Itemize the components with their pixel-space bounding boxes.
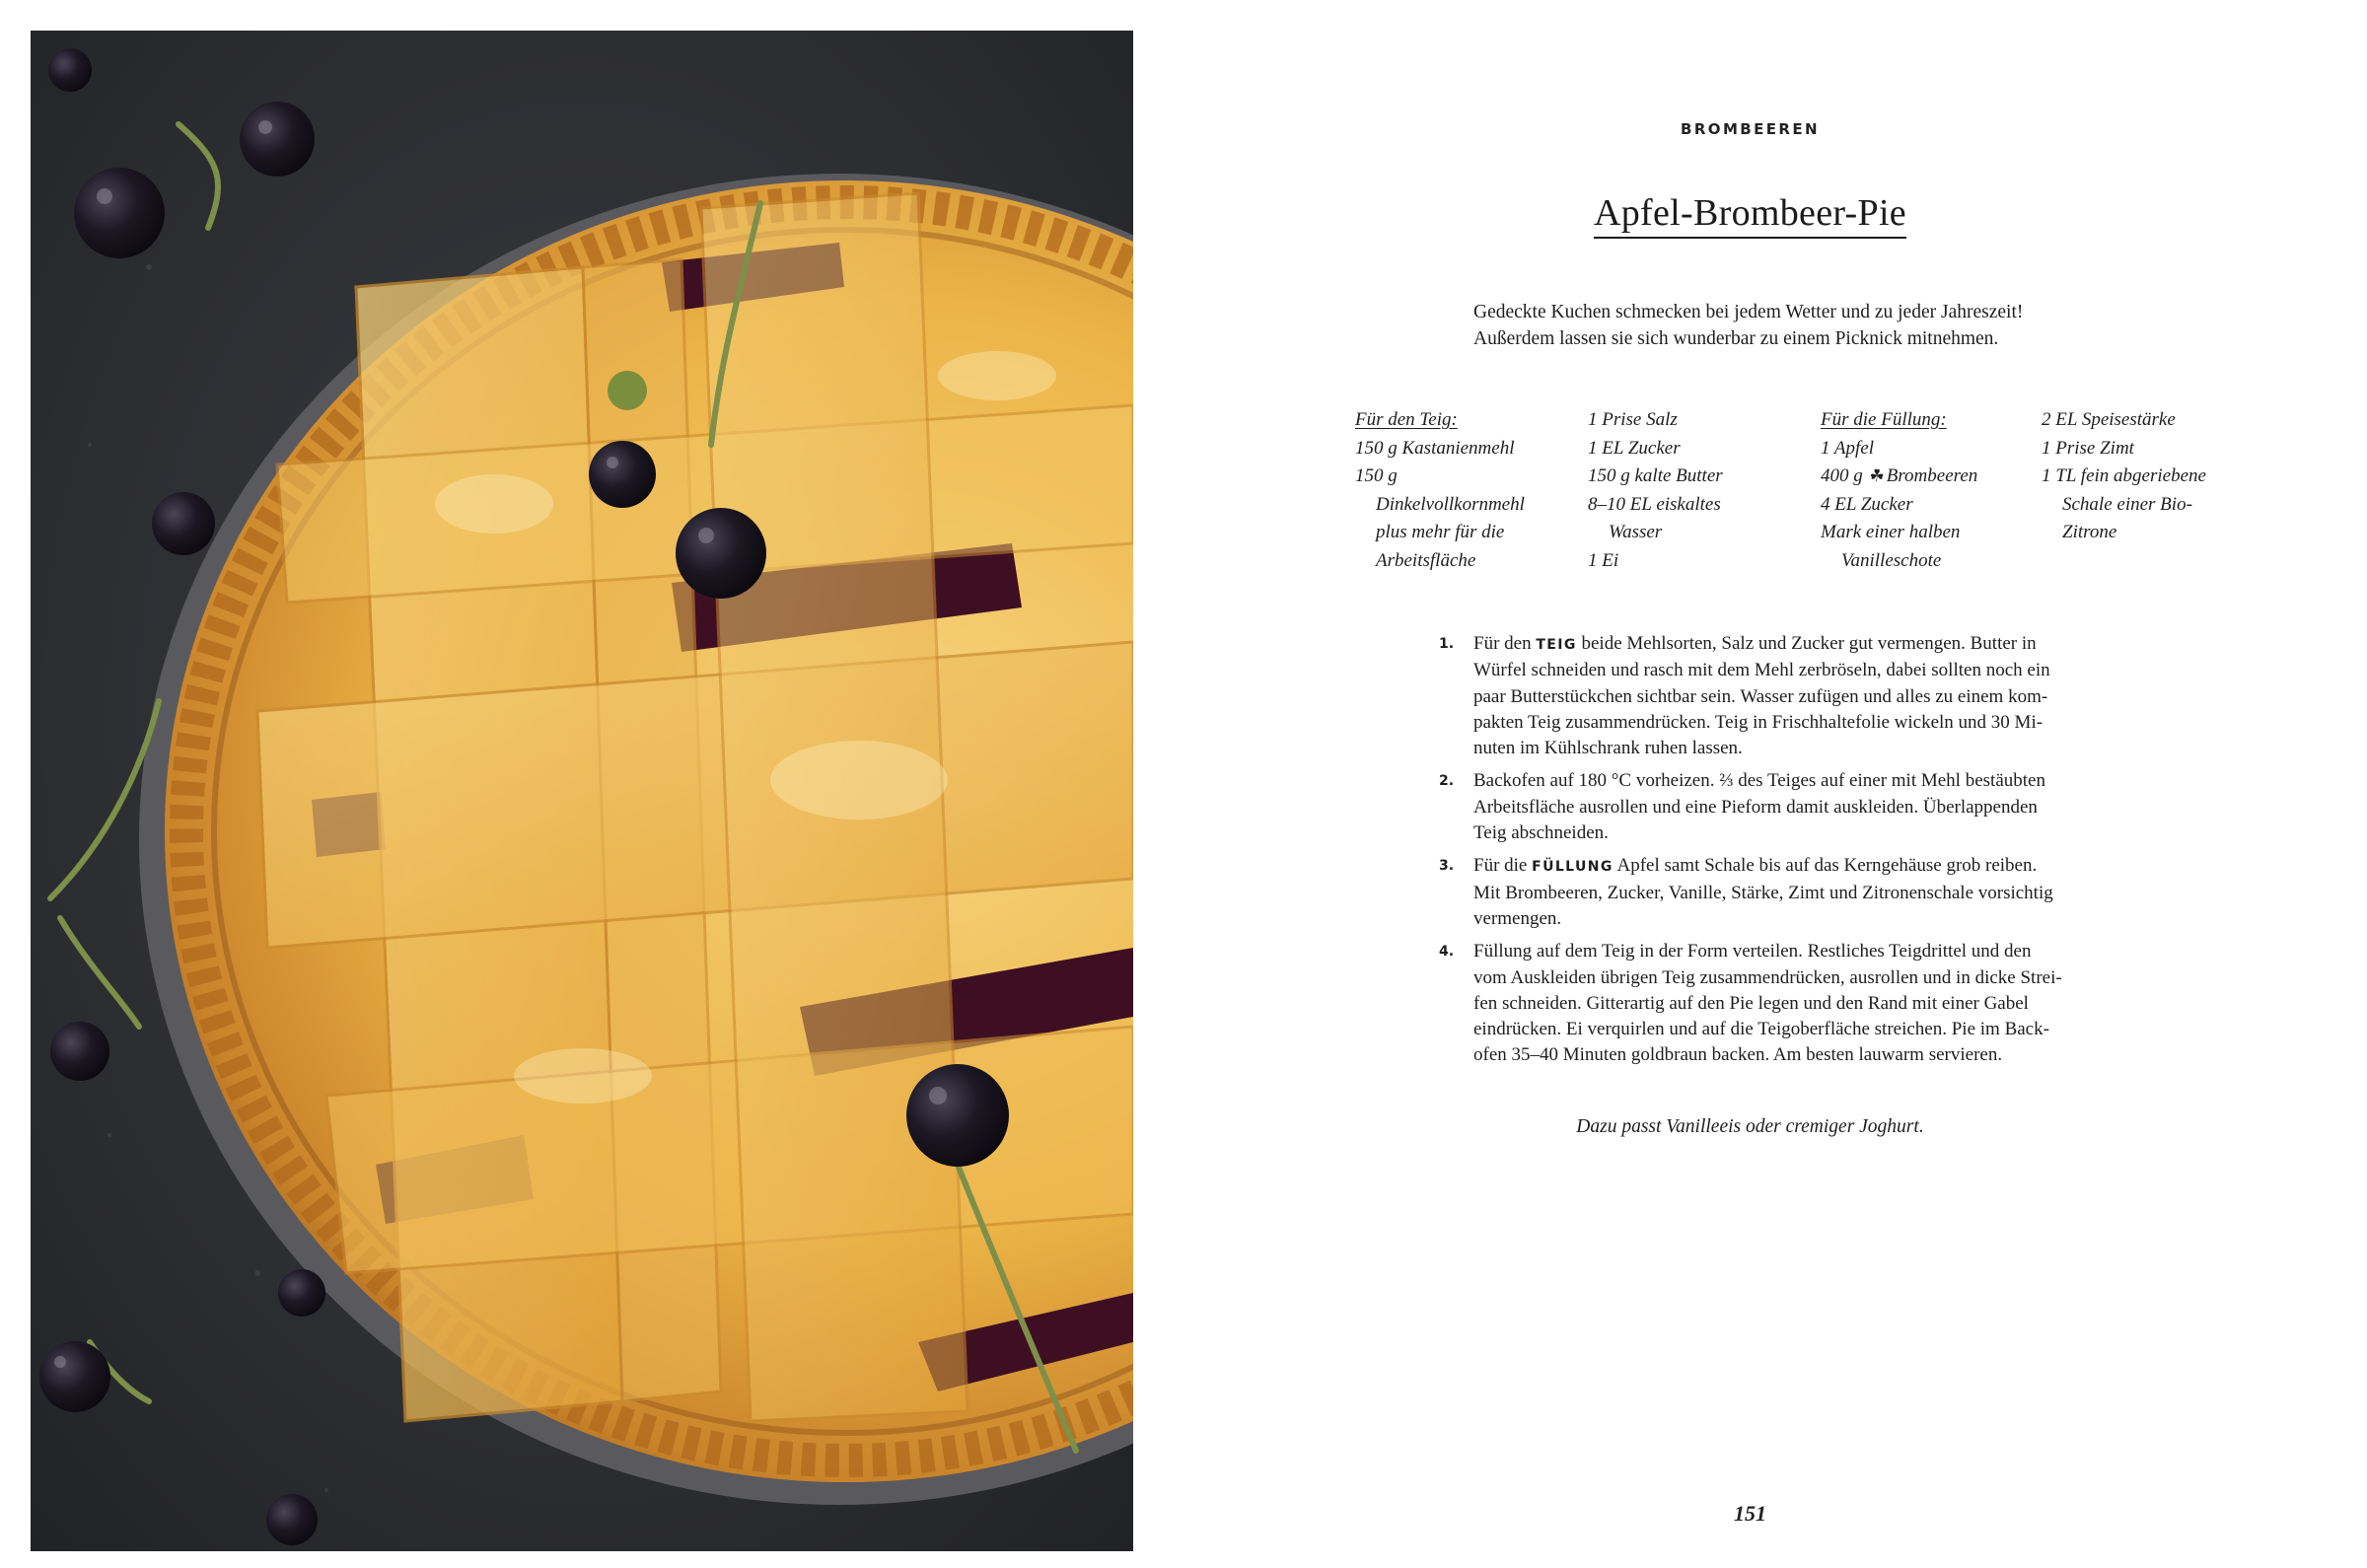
step-number: 4.: [1439, 944, 1455, 961]
recipe-intro: [1473, 299, 2278, 352]
ingredient-line: Arbeitsfläche: [1376, 549, 1476, 571]
step-line: Backofen auf 180 °C vorheizen. ⅔ des Teiges auf einer mit Mehl bestäubten: [1473, 770, 2045, 792]
step-number: 3.: [1439, 858, 1455, 875]
method-step-4: [1439, 939, 2278, 1068]
step-line: Füllung auf dem Teig in der Form verteilen. Restliches Teigdrittel und den: [1473, 941, 2032, 962]
ingredients-heading-filling: Für die Füllung:: [1821, 409, 1947, 430]
unripe-berry: [608, 371, 647, 410]
step-number: 1.: [1439, 636, 1455, 652]
step-line: paar Butterstückchen sichtbar sein. Wasser zufügen und alles zu einem kom-: [1473, 685, 2048, 707]
leaf-icon: ☘: [1869, 466, 1885, 485]
ingredient-line: Dinkelvollkornmehl: [1376, 493, 1525, 515]
step-line: Mit Brombeeren, Zucker, Vanille, Stärke, Zimt und Zitronenschale vorsichtig: [1473, 882, 2053, 903]
step-line: Für den TEIG beide Mehlsorten, Salz und Zucker gut vermengen. Butter in: [1473, 633, 2037, 654]
keyword-fuellung: FÜLLUNG: [1532, 859, 1614, 876]
method-step-2: [1439, 768, 2278, 846]
ingredient-line: 1 Prise Zimt: [2042, 437, 2134, 459]
ingredients-filling-col3: [1821, 406, 1977, 575]
intro-line: Gedeckte Kuchen schmecken bei jedem Wetter und zu jeder Jahreszeit!: [1473, 302, 2024, 322]
ingredient-line: 1 Ei: [1588, 549, 1619, 571]
step-line: Teig abschneiden.: [1473, 822, 1609, 844]
ingredient-line: plus mehr für die: [1376, 522, 1505, 542]
ingredient-line: 1 Apfel: [1821, 437, 1875, 459]
step-line: pakten Teig zusammendrücken. Teig in Frischhaltefolie wickeln und 30 Mi-: [1473, 711, 2044, 733]
ingredient-line: 8–10 EL eiskaltes: [1588, 493, 1721, 515]
method-step-3: [1439, 853, 2278, 932]
ingredient-line: 2 EL Speisestärke: [2042, 409, 2176, 430]
ingredient-line-blackberries: 400 g ☘ Brombeeren: [1821, 465, 1978, 486]
serving-tip: Dazu passt Vanilleeis oder cremiger Joghurt.: [1576, 1116, 1924, 1137]
step-line: vom Auskleiden übrigen Teig zusammendrücken, ausrollen und in dicke Strei-: [1473, 966, 2062, 988]
ingredients-heading-dough: Für den Teig:: [1355, 409, 1458, 430]
page-number: 151: [1734, 1501, 1766, 1526]
ingredient-line: Wasser: [1609, 522, 1663, 542]
pie-photograph: [31, 31, 1133, 1551]
keyword-teig: TEIG: [1536, 637, 1577, 653]
section-label: BROMBEEREN: [1681, 120, 1820, 138]
ingredients-filling-col4: [2042, 406, 2206, 547]
step-number: 2.: [1439, 773, 1455, 790]
ingredient-line: 150 g: [1355, 465, 1398, 486]
step-line: fen schneiden. Gitterartig auf den Pie legen und den Rand mit einer Gabel: [1473, 992, 2029, 1014]
ingredient-line: 1 EL Zucker: [1588, 437, 1681, 459]
ingredient-line: 1 Prise Salz: [1588, 409, 1678, 430]
ingredient-line: Mark einer halben: [1821, 522, 1961, 542]
intro-line: Außerdem lassen sie sich wunderbar zu einem Picknick mitnehmen.: [1473, 328, 1999, 349]
ingredient-line: Schale einer Bio-: [2062, 493, 2192, 515]
step-line: Würfel schneiden und rasch mit dem Mehl zerbröseln, dabei sollten noch ein: [1473, 660, 2050, 681]
ingredient-line: 150 g kalte Butter: [1588, 465, 1723, 486]
ingredient-line: 150 g Kastanienmehl: [1355, 437, 1515, 459]
step-line: eindrücken. Ei verquirlen und auf die Teigoberfläche streichen. Pie im Back-: [1473, 1019, 2049, 1040]
ingredient-line: Vanilleschote: [1841, 549, 1942, 571]
method-steps: [1439, 631, 2278, 1076]
ingredients-dough-col2: [1588, 406, 1723, 575]
ingredient-line: 1 TL fein abgeriebene: [2042, 465, 2206, 486]
ingredient-line: Zitrone: [2062, 522, 2117, 542]
pie-illustration: [31, 31, 1133, 1551]
step-line: ofen 35–40 Minuten goldbraun backen. Am besten lauwarm servieren.: [1473, 1044, 2003, 1066]
step-line: vermengen.: [1473, 907, 1562, 929]
recipe-title: Apfel-Brombeer-Pie: [1133, 191, 2367, 235]
step-line: Arbeitsfläche ausrollen und eine Pieform damit auskleiden. Überlappenden: [1473, 796, 2038, 818]
method-step-1: [1439, 631, 2278, 761]
ingredient-line: 4 EL Zucker: [1821, 493, 1913, 515]
ingredients-dough-col1: [1355, 406, 1525, 575]
step-line: Für die FÜLLUNG Apfel samt Schale bis auf das Kerngehäuse grob reiben.: [1473, 855, 2038, 877]
recipe-page: [1133, 0, 2367, 1568]
step-line: nuten im Kühlschrank ruhen lassen.: [1473, 738, 1743, 759]
